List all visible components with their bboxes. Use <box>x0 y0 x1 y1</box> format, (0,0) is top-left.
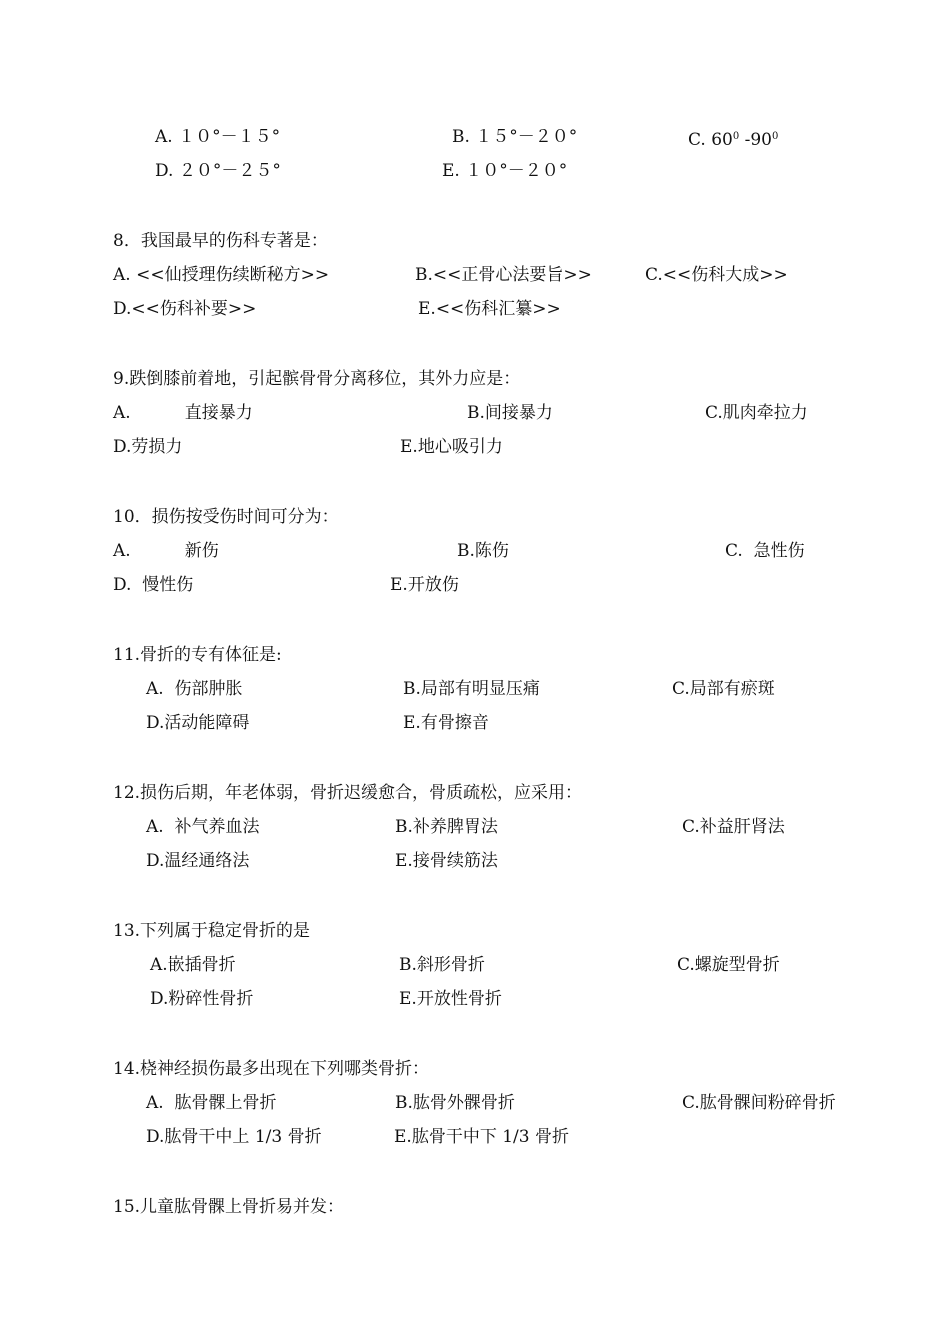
q8-option-b: B.<<正骨心法要旨>> <box>415 265 592 285</box>
q9-option-d: D.劳损力 <box>113 437 183 457</box>
q11-option-c: C.局部有瘀斑 <box>672 679 775 699</box>
q9-option-c: C.肌肉牵拉力 <box>705 403 808 423</box>
q13-option-e: E.开放性骨折 <box>399 989 502 1009</box>
q7-option-c: C. $60^0$ $-90^0$ <box>688 130 779 150</box>
q12-option-b: B.补养脾胃法 <box>395 817 498 837</box>
q12-stem: 12.损伤后期，年老体弱，骨折迟缓愈合，骨质疏松，应采用： <box>113 783 583 803</box>
q10-option-c: C. 急性伤 <box>725 541 805 561</box>
q7-option-a: A. １０°－１５° <box>155 127 281 147</box>
q13-option-c: C.螺旋型骨折 <box>677 955 780 975</box>
q8-option-c: C.<<伤科大成>> <box>645 265 788 285</box>
q7-option-e: E. １０°－２０° <box>442 161 568 181</box>
q11-stem: 11.骨折的专有体征是: <box>113 645 282 665</box>
q14-option-c: C.肱骨髁间粉碎骨折 <box>682 1093 836 1113</box>
q10-option-b: B.陈伤 <box>457 541 509 561</box>
q13-stem: 13.下列属于稳定骨折的是 <box>113 921 311 941</box>
q11-option-e: E.有骨擦音 <box>403 713 489 733</box>
q14-option-a: A. 肱骨髁上骨折 <box>146 1093 277 1113</box>
q8-option-d: D.<<伤科补要>> <box>113 299 257 319</box>
q13-option-b: B.斜形骨折 <box>399 955 485 975</box>
q14-option-b: B.肱骨外髁骨折 <box>395 1093 515 1113</box>
q13-option-a: A.嵌插骨折 <box>150 955 236 975</box>
q14-option-e: E.肱骨干中下 1/3 骨折 <box>394 1127 569 1147</box>
q9-stem: 9.跌倒膝前着地，引起髌骨骨分离移位，其外力应是： <box>113 369 521 389</box>
q12-option-c: C.补益肝肾法 <box>682 817 785 837</box>
q12-option-d: D.温经通络法 <box>146 851 250 871</box>
q14-stem: 14.桡神经损伤最多出现在下列哪类骨折： <box>113 1059 430 1079</box>
q12-option-e: E.接骨续筋法 <box>395 851 498 871</box>
q8-stem: 8．我国最早的伤科专著是： <box>113 231 328 251</box>
q11-option-b: B.局部有明显压痛 <box>403 679 540 699</box>
q11-option-d: D.活动能障碍 <box>146 713 250 733</box>
q7-option-d: D. ２０°－２５° <box>155 161 281 181</box>
q10-option-d: D. 慢性伤 <box>113 575 194 595</box>
q9-option-b: B.间接暴力 <box>467 403 553 423</box>
q9-option-e: E.地心吸引力 <box>400 437 503 457</box>
q12-option-a: A. 补气养血法 <box>146 817 260 837</box>
q8-option-e: E.<<伤科汇纂>> <box>418 299 561 319</box>
q10-stem: 10．损伤按受伤时间可分为： <box>113 507 339 527</box>
q14-option-d: D.肱骨干中上 1/3 骨折 <box>146 1127 322 1147</box>
q11-option-a: A. 伤部肿胀 <box>146 679 243 699</box>
q7-option-b: B. １５°－２０° <box>452 127 578 147</box>
q8-option-a: A. <<仙授理伤续断秘方>> <box>113 265 330 285</box>
q9-option-a: A. 直接暴力 <box>113 403 253 423</box>
q10-option-a: A. 新伤 <box>113 541 219 561</box>
q15-stem: 15.儿童肱骨髁上骨折易并发： <box>113 1197 345 1217</box>
q13-option-d: D.粉碎性骨折 <box>150 989 254 1009</box>
q10-option-e: E.开放伤 <box>390 575 459 595</box>
